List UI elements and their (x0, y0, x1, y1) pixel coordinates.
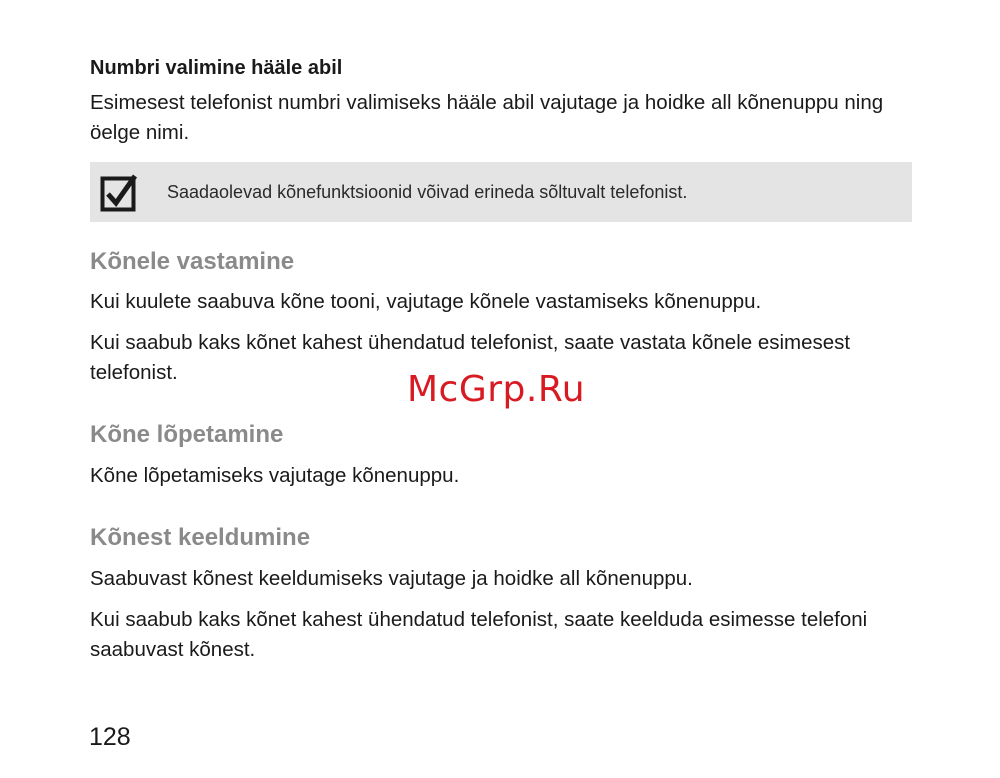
answering-heading: Kõnele vastamine (90, 248, 295, 275)
note-box (90, 162, 912, 222)
voice-dialing-text: Esimesest telefonist numbri valimiseks hääle abil vajutage ja hoidke all kõnenuppu ning öelge nimi. (90, 91, 884, 144)
watermark: McGrp.Ru (407, 369, 586, 410)
rejecting-paragraph: Kui saabub kaks kõnet kahest ühendatud telefonist, saate keelduda esimesse telefoni saabuvast kõnest. (90, 608, 868, 661)
answering-paragraph: Kui saabub kaks kõnet kahest ühendatud telefonist, saate vastata kõnele esimesest telefonist. (90, 331, 851, 384)
page-number: 128 (89, 723, 131, 751)
answering-paragraph: Kui kuulete saabuva kõne tooni, vajutage kõnele vastamiseks kõnenuppu. (90, 290, 762, 313)
checkbox-check-icon (100, 174, 138, 212)
ending-paragraph: Kõne lõpetamiseks vajutage kõnenuppu. (90, 464, 460, 487)
note-text: Saadaolevad kõnefunktsioonid võivad erineda sõltuvalt telefonist. (167, 182, 688, 202)
ending-heading: Kõne lõpetamine (90, 421, 284, 448)
rejecting-paragraph: Saabuvast kõnest keeldumiseks vajutage ja hoidke all kõnenuppu. (90, 567, 693, 590)
voice-dialing-heading: Numbri valimine hääle abil (90, 57, 343, 79)
rejecting-heading: Kõnest keeldumine (90, 524, 311, 551)
